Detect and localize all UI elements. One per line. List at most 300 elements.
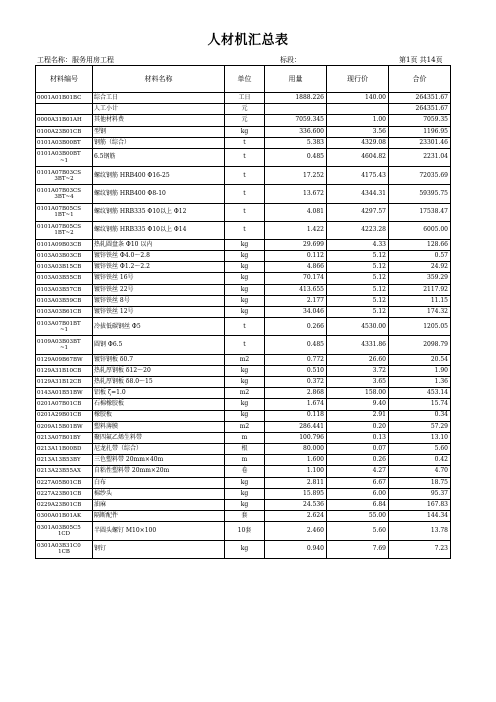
table-row xyxy=(36,203,451,221)
unit-cell: m xyxy=(225,432,265,443)
quantity-cell: 70.174 xyxy=(265,273,327,284)
material-code xyxy=(36,466,93,477)
material-code-line1: 0201A29B01CB xyxy=(37,412,82,419)
quantity-cell: 0.372 xyxy=(265,376,327,387)
total-cell: 95.37 xyxy=(389,488,451,499)
material-code-line2: ~1 xyxy=(59,344,69,351)
total-cell: 0.34 xyxy=(389,410,451,421)
material-name: 钢筋（综合） xyxy=(93,137,225,148)
table-row xyxy=(36,126,451,137)
unit-cell: m2 xyxy=(225,421,265,432)
price-cell: 0.20 xyxy=(327,421,389,432)
table-row xyxy=(36,410,451,421)
material-code xyxy=(36,455,93,466)
material-code xyxy=(36,388,93,399)
total-cell: 57.29 xyxy=(389,421,451,432)
material-code-line2: 1CD xyxy=(57,530,71,537)
material-name: 人工小计 xyxy=(93,104,225,115)
unit-cell: t xyxy=(225,148,265,166)
total-cell: 72035.69 xyxy=(389,167,451,185)
table-row xyxy=(36,466,451,477)
total-cell: 264351.67 xyxy=(389,104,451,115)
material-name: 型钢 xyxy=(93,126,225,137)
material-code xyxy=(36,104,93,115)
total-cell: 1205.05 xyxy=(389,318,451,336)
price-cell: 55.00 xyxy=(327,511,389,522)
price-cell: 4604.82 xyxy=(327,148,389,166)
unit-cell: kg xyxy=(225,410,265,421)
total-cell: 5.60 xyxy=(389,444,451,455)
unit-cell: t xyxy=(225,203,265,221)
material-code-line1: 0129A31B12CB xyxy=(37,378,82,385)
material-code xyxy=(36,511,93,522)
header-name: 材料名称 xyxy=(93,66,225,93)
total-cell: 2231.04 xyxy=(389,148,451,166)
material-name: 螺纹钢筋 HRB335 Φ10以上 Φ12 xyxy=(93,203,225,221)
quantity-cell xyxy=(265,104,327,115)
material-name: 白布 xyxy=(93,477,225,488)
material-code-line1: 0000A31B01AH xyxy=(37,117,82,124)
quantity-cell: 2.868 xyxy=(265,388,327,399)
table-row xyxy=(36,148,451,166)
table-body xyxy=(36,93,451,559)
quantity-cell: 0.485 xyxy=(265,148,327,166)
price-cell: 5.12 xyxy=(327,295,389,306)
material-code xyxy=(36,115,93,126)
quantity-cell: 1.100 xyxy=(265,466,327,477)
quantity-cell: 2.811 xyxy=(265,477,327,488)
quantity-cell: 17.252 xyxy=(265,167,327,185)
material-code-line1: 0101A03B00BT xyxy=(37,151,81,158)
price-cell: 0.26 xyxy=(327,455,389,466)
material-code-line1: 0213A13B53BY xyxy=(37,457,81,464)
material-name: 三色塑料带 20mm×40m xyxy=(93,455,225,466)
material-code xyxy=(36,295,93,306)
total-cell: 453.14 xyxy=(389,388,451,399)
material-name: 钢钉 xyxy=(93,540,225,558)
table-row xyxy=(36,388,451,399)
material-code xyxy=(36,221,93,239)
material-code-line1: 0201A07B01CB xyxy=(37,401,82,408)
price-cell: 6.84 xyxy=(327,500,389,511)
quantity-cell: 2.177 xyxy=(265,295,327,306)
material-code xyxy=(36,307,93,318)
material-code-line1: 0143A01B51BW xyxy=(37,390,83,397)
material-name: 镀锌铁丝 Φ4.0～2.8 xyxy=(93,251,225,262)
material-code-line1: 0101A07B05CS xyxy=(37,224,81,231)
price-cell: 5.12 xyxy=(327,307,389,318)
material-code-line1: 0129A09B67BW xyxy=(37,356,83,363)
total-cell: 7.23 xyxy=(389,540,451,558)
unit-cell: kg xyxy=(225,239,265,250)
material-code xyxy=(36,500,93,511)
price-cell: 4223.28 xyxy=(327,221,389,239)
material-code-line1: 0227A05B01CB xyxy=(37,479,82,486)
quantity-cell: 0.118 xyxy=(265,410,327,421)
unit-cell: kg xyxy=(225,273,265,284)
price-cell: 4175.43 xyxy=(327,167,389,185)
unit-cell: m xyxy=(225,455,265,466)
quantity-cell: 7059.345 xyxy=(265,115,327,126)
quantity-cell: 80.000 xyxy=(265,444,327,455)
price-cell: 4329.08 xyxy=(327,137,389,148)
material-code xyxy=(36,336,93,354)
price-cell: 140.00 xyxy=(327,93,389,104)
material-code-line1: 0301A03B31C0 xyxy=(37,542,81,549)
material-name: 铝板 ζ=1.0 xyxy=(93,388,225,399)
table-row xyxy=(36,488,451,499)
total-cell: 128.66 xyxy=(389,239,451,250)
quantity-cell: 413.655 xyxy=(265,284,327,295)
price-cell: 2.91 xyxy=(327,410,389,421)
price-cell: 6.67 xyxy=(327,477,389,488)
material-name: 冷拔低碳钢丝 Φ5 xyxy=(93,318,225,336)
material-code-line1: 0229A23B01CB xyxy=(37,501,82,508)
unit-cell: kg xyxy=(225,399,265,410)
price-cell: 1.00 xyxy=(327,115,389,126)
quantity-cell: 0.772 xyxy=(265,354,327,365)
unit-cell: kg xyxy=(225,307,265,318)
material-name: 镀锌铁丝 12号 xyxy=(93,307,225,318)
material-name: 半圆头螺钉 M10×100 xyxy=(93,522,225,540)
unit-cell: 套 xyxy=(225,511,265,522)
material-name: 塑料薄膜 xyxy=(93,421,225,432)
total-cell: 359.29 xyxy=(389,273,451,284)
material-code-line1: 0213A11B00BD xyxy=(37,446,82,453)
material-code xyxy=(36,318,93,336)
total-cell: 0.42 xyxy=(389,455,451,466)
material-code xyxy=(36,284,93,295)
price-cell: 4.27 xyxy=(327,466,389,477)
header-total: 合价 xyxy=(389,66,451,93)
material-code xyxy=(36,167,93,185)
material-code-line1: 0103A03B57CB xyxy=(37,286,82,293)
material-code-line2: 1BT~2 xyxy=(54,230,74,237)
material-name: 自粘性塑料带 20mm×20m xyxy=(93,466,225,477)
total-cell: 18.75 xyxy=(389,477,451,488)
total-cell: 15.74 xyxy=(389,399,451,410)
material-name: 油麻 xyxy=(93,500,225,511)
unit-cell: kg xyxy=(225,251,265,262)
material-summary-table xyxy=(35,65,451,559)
price-cell: 5.60 xyxy=(327,522,389,540)
unit-cell: t xyxy=(225,185,265,203)
material-name: 棉纱头 xyxy=(93,488,225,499)
quantity-cell: 24.536 xyxy=(265,500,327,511)
quantity-cell: 100.796 xyxy=(265,432,327,443)
table-row xyxy=(36,455,451,466)
total-cell: 4.70 xyxy=(389,466,451,477)
total-cell: 174.32 xyxy=(389,307,451,318)
table-row xyxy=(36,444,451,455)
table-row xyxy=(36,522,451,540)
material-code-line1: 0101A07B03CS xyxy=(37,187,81,194)
price-cell: 3.72 xyxy=(327,365,389,376)
unit-cell: kg xyxy=(225,488,265,499)
price-cell: 0.13 xyxy=(327,432,389,443)
quantity-cell: 4.081 xyxy=(265,203,327,221)
table-row xyxy=(36,511,451,522)
price-cell: 3.56 xyxy=(327,126,389,137)
material-code-line2: ~1 xyxy=(59,326,69,333)
table-row xyxy=(36,273,451,284)
table-row xyxy=(36,336,451,354)
unit-cell: 根 xyxy=(225,444,265,455)
material-name: 螺纹钢筋 HRB400 Φ16-25 xyxy=(93,167,225,185)
material-name: 热轧圆盘条 Φ10 以内 xyxy=(93,239,225,250)
quantity-cell: 5.383 xyxy=(265,137,327,148)
quantity-cell: 13.672 xyxy=(265,185,327,203)
total-cell: 0.57 xyxy=(389,251,451,262)
material-code-line2: ~1 xyxy=(59,157,69,164)
material-code xyxy=(36,93,93,104)
material-name: 6.5钢筋 xyxy=(93,148,225,166)
quantity-cell: 0.266 xyxy=(265,318,327,336)
unit-cell: m2 xyxy=(225,388,265,399)
table-row xyxy=(36,354,451,365)
quantity-cell: 1.674 xyxy=(265,399,327,410)
material-code-line1: 0101A07B03CS xyxy=(37,169,81,176)
material-name: 镀锌钢板 δ0.7 xyxy=(93,354,225,365)
material-code xyxy=(36,262,93,273)
material-code xyxy=(36,148,93,166)
material-code xyxy=(36,421,93,432)
total-cell: 13.10 xyxy=(389,432,451,443)
price-cell: 4297.57 xyxy=(327,203,389,221)
unit-cell: 元 xyxy=(225,115,265,126)
total-cell: 264351.67 xyxy=(389,93,451,104)
total-cell: 20.54 xyxy=(389,354,451,365)
material-code-line1: 0300A01B01AK xyxy=(37,513,82,520)
material-name: 镀锌铁丝 8号 xyxy=(93,295,225,306)
unit-cell: t xyxy=(225,221,265,239)
material-code-line1: 0100A23B01CB xyxy=(37,128,82,135)
table-row xyxy=(36,540,451,558)
price-cell: 26.60 xyxy=(327,354,389,365)
quantity-cell: 1888.226 xyxy=(265,93,327,104)
total-cell: 7059.35 xyxy=(389,115,451,126)
header-price: 现行价 xyxy=(327,66,389,93)
table-row xyxy=(36,167,451,185)
quantity-cell: 336.600 xyxy=(265,126,327,137)
material-code xyxy=(36,365,93,376)
price-cell xyxy=(327,104,389,115)
material-name: 隔断配件 xyxy=(93,511,225,522)
material-code-line1: 0101A09B03CB xyxy=(37,241,82,248)
quantity-cell: 1.422 xyxy=(265,221,327,239)
table-row xyxy=(36,104,451,115)
project-name: 工程名称：服务用房工程 xyxy=(37,56,114,64)
material-code xyxy=(36,203,93,221)
total-cell: 13.78 xyxy=(389,522,451,540)
material-code xyxy=(36,251,93,262)
table-row xyxy=(36,399,451,410)
material-name: 综合工日 xyxy=(93,93,225,104)
material-code-line1: 0103A03B03CB xyxy=(37,253,82,260)
unit-cell: kg xyxy=(225,262,265,273)
price-cell: 5.12 xyxy=(327,262,389,273)
table-row xyxy=(36,376,451,387)
material-name: 螺纹钢筋 HRB335 Φ10以上 Φ14 xyxy=(93,221,225,239)
unit-cell: kg xyxy=(225,284,265,295)
table-row xyxy=(36,221,451,239)
page-info: 第1页 共14页 xyxy=(399,56,443,64)
price-cell: 5.12 xyxy=(327,251,389,262)
total-cell: 23301.46 xyxy=(389,137,451,148)
material-code-line1: 0103A07B01BT xyxy=(37,320,81,327)
header-quantity: 用量 xyxy=(265,66,327,93)
material-code-line1: 0227A23B01CB xyxy=(37,490,82,497)
unit-cell: t xyxy=(225,167,265,185)
unit-cell: kg xyxy=(225,295,265,306)
total-cell: 1196.95 xyxy=(389,126,451,137)
material-name: 镀锌铁丝 16号 xyxy=(93,273,225,284)
material-code-line2: 1CB xyxy=(58,549,70,556)
material-name: 石棉橡胶板 xyxy=(93,399,225,410)
total-cell: 6005.00 xyxy=(389,221,451,239)
material-code-line1: 0103A03B15CB xyxy=(37,264,82,271)
section-label: 标段： xyxy=(280,56,301,64)
material-code xyxy=(36,488,93,499)
quantity-cell: 29.699 xyxy=(265,239,327,250)
table-row xyxy=(36,421,451,432)
material-code-line1: 0103A03B59CB xyxy=(37,297,82,304)
quantity-cell: 1.600 xyxy=(265,455,327,466)
table-row xyxy=(36,307,451,318)
unit-cell: 10套 xyxy=(225,522,265,540)
unit-cell: kg xyxy=(225,500,265,511)
material-name: 聚四氟乙烯生料带 xyxy=(93,432,225,443)
unit-cell: m2 xyxy=(225,354,265,365)
quantity-cell: 34.046 xyxy=(265,307,327,318)
material-code-line1: 0101A03B00BT xyxy=(37,139,81,146)
unit-cell: kg xyxy=(225,376,265,387)
material-name: 镀锌铁丝 Φ1.2～2.2 xyxy=(93,262,225,273)
price-cell: 4344.31 xyxy=(327,185,389,203)
quantity-cell: 0.940 xyxy=(265,540,327,558)
unit-cell: kg xyxy=(225,365,265,376)
material-code-line1: 0001A01B01BC xyxy=(37,94,82,101)
total-cell: 24.92 xyxy=(389,262,451,273)
unit-cell: t xyxy=(225,137,265,148)
material-name: 热轧厚钢板 δ8.0～15 xyxy=(93,376,225,387)
material-code-line1: 0129A31B10CB xyxy=(37,367,82,374)
table-row xyxy=(36,185,451,203)
material-name: 热轧厚钢板 δ12～20 xyxy=(93,365,225,376)
total-cell: 2098.79 xyxy=(389,336,451,354)
unit-cell: kg xyxy=(225,540,265,558)
price-cell: 158.00 xyxy=(327,388,389,399)
price-cell: 9.40 xyxy=(327,399,389,410)
material-code-line2: 3BT~4 xyxy=(54,193,74,200)
table-row xyxy=(36,477,451,488)
quantity-cell: 286.441 xyxy=(265,421,327,432)
material-code-line1: 0103A03B61CB xyxy=(37,308,82,315)
table-row xyxy=(36,93,451,104)
unit-cell: 卷 xyxy=(225,466,265,477)
quantity-cell: 2.460 xyxy=(265,522,327,540)
price-cell: 4331.86 xyxy=(327,336,389,354)
unit-cell: 元 xyxy=(225,104,265,115)
total-cell: 2117.92 xyxy=(389,284,451,295)
total-cell: 144.34 xyxy=(389,511,451,522)
total-cell: 1.90 xyxy=(389,365,451,376)
material-name: 镀锌铁丝 22号 xyxy=(93,284,225,295)
material-name: 圆钢 Φ6.5 xyxy=(93,336,225,354)
table-row xyxy=(36,115,451,126)
table-row xyxy=(36,239,451,250)
material-code-line1: 0213A07B01BY xyxy=(37,434,81,441)
material-code xyxy=(36,376,93,387)
material-code xyxy=(36,522,93,540)
material-code xyxy=(36,410,93,421)
material-code xyxy=(36,137,93,148)
total-cell: 11.15 xyxy=(389,295,451,306)
quantity-cell: 0.112 xyxy=(265,251,327,262)
table-header-row xyxy=(36,66,451,93)
material-code-line1: 0213A23B55AX xyxy=(37,468,81,475)
table-row xyxy=(36,432,451,443)
material-code xyxy=(36,239,93,250)
price-cell: 7.69 xyxy=(327,540,389,558)
material-code xyxy=(36,540,93,558)
quantity-cell: 4.866 xyxy=(265,262,327,273)
material-code xyxy=(36,477,93,488)
table-row xyxy=(36,137,451,148)
material-code-line1: 0103A03B55CB xyxy=(37,275,82,282)
total-cell: 17538.47 xyxy=(389,203,451,221)
price-cell: 3.65 xyxy=(327,376,389,387)
material-code-line1: 0101A07B05CS xyxy=(37,205,81,212)
material-code-line2: 1BT~1 xyxy=(54,212,74,219)
material-code xyxy=(36,185,93,203)
material-code xyxy=(36,432,93,443)
header-code: 材料编号 xyxy=(36,66,93,93)
unit-cell: 工日 xyxy=(225,93,265,104)
total-cell: 59395.75 xyxy=(389,185,451,203)
quantity-cell: 0.485 xyxy=(265,336,327,354)
table-row xyxy=(36,295,451,306)
price-cell: 4.33 xyxy=(327,239,389,250)
unit-cell: t xyxy=(225,336,265,354)
price-cell: 4530.00 xyxy=(327,318,389,336)
table-row xyxy=(36,318,451,336)
material-name: 橡胶板 xyxy=(93,410,225,421)
material-code xyxy=(36,354,93,365)
material-name: 尼龙扎带（综合） xyxy=(93,444,225,455)
page-title: 人材机汇总表 xyxy=(207,33,289,48)
material-code-line1: 0301A03B05C5 xyxy=(37,524,81,531)
table-row xyxy=(36,262,451,273)
table-row xyxy=(36,251,451,262)
table-row xyxy=(36,500,451,511)
material-name: 螺纹钢筋 HRB400 Φ8-10 xyxy=(93,185,225,203)
material-code xyxy=(36,399,93,410)
table-row xyxy=(36,284,451,295)
price-cell: 0.07 xyxy=(327,444,389,455)
quantity-cell: 15.895 xyxy=(265,488,327,499)
unit-cell: t xyxy=(225,318,265,336)
material-code xyxy=(36,444,93,455)
total-cell: 167.83 xyxy=(389,500,451,511)
quantity-cell: 0.510 xyxy=(265,365,327,376)
material-name: 其他材料费 xyxy=(93,115,225,126)
header-unit: 单位 xyxy=(225,66,265,93)
material-code-line1: 0109A03B03BT xyxy=(37,338,81,345)
material-code-line2: 3BT~2 xyxy=(54,175,74,182)
unit-cell: kg xyxy=(225,126,265,137)
material-code xyxy=(36,273,93,284)
